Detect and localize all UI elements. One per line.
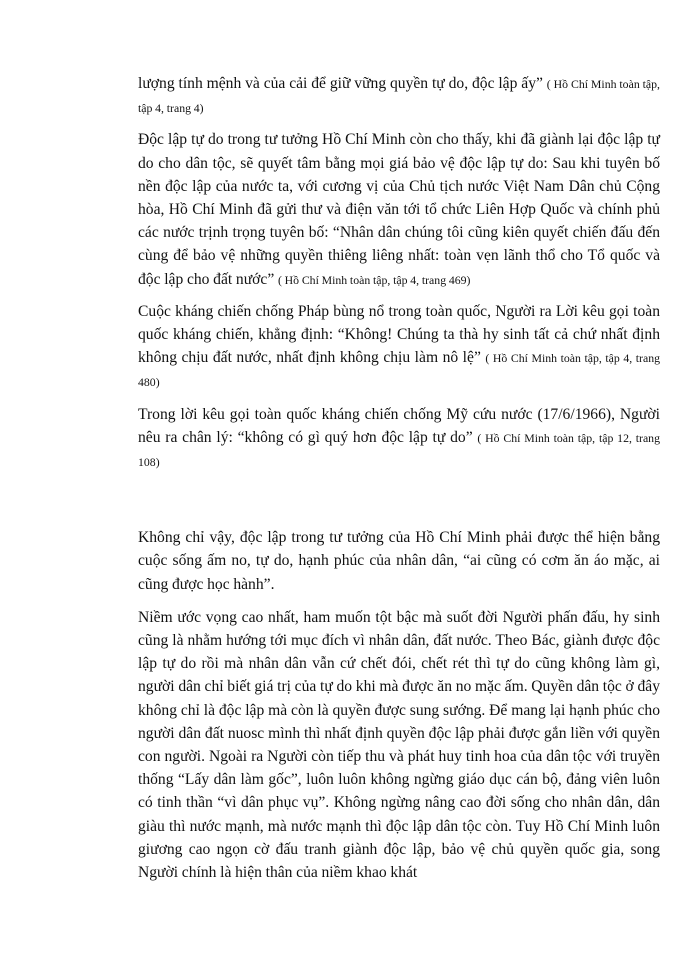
citation: ( Hồ Chí Minh toàn tập, tập 4, trang 480) <box>138 351 660 390</box>
paragraph-defend-independence <box>138 128 660 291</box>
paragraph-text: Niềm ước vọng cao nhất, ham muốn tột bậc mà suốt đời Người phấn đấu, hy sinh cũng là nhằm hướng tới mục đích vì nhân dân, đất nước. Theo Bác, giành được độc lập tự do rồi mà nhân dân vẫn cứ chết đói, chết rét thì tự do cũng không làm gì, người dân chỉ biết giá trị của tự do khi mà được ăn no mặc ấm. Quyền dân tộc ở đây không chỉ là độc lập mà còn là quyền được sung sướng. Để mang lại hạnh phúc cho người dân đất nuosc mình thì nhất định quyền độc lập phải được gắn liền với quyền con người. Ngoài ra Người còn tiếp thu và phát huy tinh hoa của dân tộc với truyền thống “Lấy dân làm gốc”, luôn luôn không ngừng giáo dục cán bộ, đảng viên luôn có tinh thần “vì dân phục vụ”. Không ngừng nâng cao đời sống cho nhân dân, dân giàu thì nước mạnh, mà nước mạnh thì độc lập dân tộc còn. Tuy Hồ Chí Minh luôn giương cao ngọn cờ đấu tranh giành độc lập, bảo vệ chủ quyền quốc gia, song Người chính là hiện thân của niềm khao khát <box>138 608 660 882</box>
paragraph-highest-aspiration <box>138 606 660 884</box>
section-gap <box>138 482 660 526</box>
paragraph-resistance-america <box>138 403 660 475</box>
paragraph-text: Cuộc kháng chiến chống Pháp bùng nổ trong toàn quốc, Người ra Lời kêu gọi toàn quốc kháng chiến, khẳng định: “Không! Chúng ta thà hy sinh tất cả chứ nhất định không chịu đất nước, nhất định không chịu làm nô lệ” <box>138 302 660 367</box>
paragraph-text: Không chỉ vậy, độc lập trong tư tưởng của Hồ Chí Minh phải được thể hiện bằng cuộc sống ấm no, tự do, hạnh phúc của nhân dân, “ai cũng có cơm ăn áo mặc, ai cũng được học hành”. <box>138 529 660 593</box>
citation: ( Hồ Chí Minh toàn tập, tập 12, trang 108) <box>138 430 660 470</box>
paragraph-quote-lives-property <box>138 72 660 120</box>
citation: ( Hồ Chí Minh toàn tập, tập 4, trang 4) <box>138 77 660 116</box>
paragraph-text: Độc lập tự do trong tư tưởng Hồ Chí Minh còn cho thấy, khi đã giành lại độc lập tự do cho dân tộc, sẽ quyết tâm bằng mọi giá bảo vệ độc lập tự do: Sau khi tuyên bố nền độc lập của nước ta, với cương vị của Chủ tịch nước Việt Nam Dân chủ Cộng hòa, Hồ Chí Minh đã gửi thư và điện văn tới tổ chức Liên Hợp Quốc và chính phủ các nước trịnh trọng tuyên bố: “Nhân dân chúng tôi cũng kiên quyết chiến đấu đến cùng để bảo vệ những quyền thiêng liêng nhất: toàn vẹn lãnh thổ cho Tổ quốc và độc lập cho đất nước” <box>138 131 660 288</box>
paragraph-prosperous-life <box>138 526 660 596</box>
document-page <box>138 72 660 894</box>
paragraph-text: Trong lời kêu gọi toàn quốc kháng chiến chống Mỹ cứu nước (17/6/1966), Người nêu ra chân lý: “không có gì quý hơn độc lập tự do” <box>138 405 660 446</box>
paragraph-text: lượng tính mệnh và của cải để giữ vững quyền tự do, độc lập ấy” <box>138 75 547 92</box>
paragraph-resistance-france <box>138 300 660 395</box>
citation: ( Hồ Chí Minh toàn tập, tập 4, trang 469) <box>277 272 471 287</box>
